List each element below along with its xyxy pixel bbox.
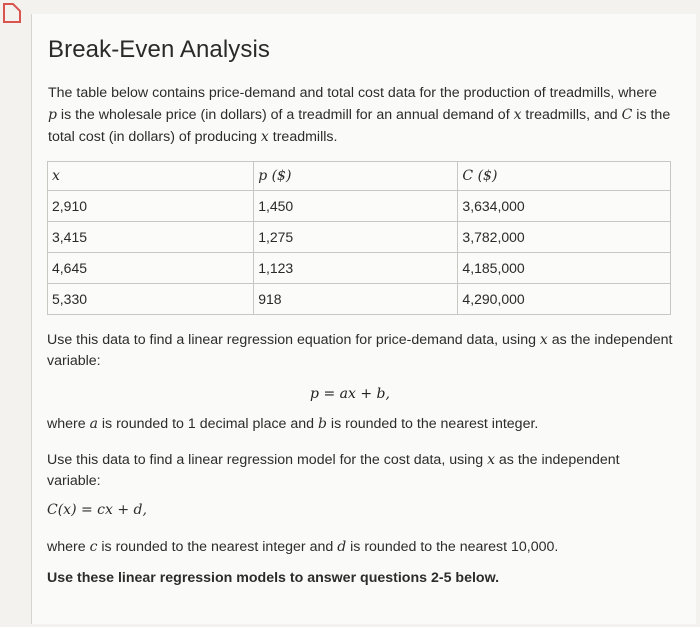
para3-line-2: variable: [47,473,101,489]
header-x: x [48,162,254,191]
cell-price: 1,450 [254,191,458,222]
intro-line-2 [48,104,688,126]
para-text: Use this data to find a linear regression model for the cost data, using [47,452,488,468]
var-a: a [89,416,98,432]
para1-line-1 [47,330,687,351]
cell-cost: 4,185,000 [458,253,671,284]
para3-line-1 [47,450,687,471]
table-row [48,222,671,253]
document-icon [2,2,22,24]
cell-price: 918 [254,284,458,315]
price-demand-equation: p = ax + b, [310,386,390,402]
para-text: is rounded to the nearest integer. [326,416,539,432]
para-text: where [47,539,90,555]
cell-cost: 3,634,000 [458,191,671,222]
intro-text: is the wholesale price (in dollars) of a treadmill for an annual demand of [56,107,514,123]
var-p: p [48,107,57,123]
var-C: C [621,107,633,123]
intro-text: treadmills, and [521,107,622,123]
cell-x: 5,330 [48,284,254,315]
cell-x: 3,415 [48,222,254,253]
regression-instruction-cost [47,450,687,492]
table-header-row [48,162,671,191]
para-text: as the independent [494,452,620,468]
table-row [48,191,671,222]
para-text: as the independent [547,332,673,348]
closing-instruction: Use these linear regression models to answer questions 2-5 below. [47,570,500,586]
var-x: x [487,452,495,468]
cell-cost: 4,290,000 [458,284,671,315]
intro-line-1: The table below contains price-demand and total cost data for the production of treadmills, where [48,85,657,101]
regression-instruction-price [47,330,687,372]
cell-x: 2,910 [48,191,254,222]
cell-cost: 3,782,000 [458,222,671,253]
table-row [48,284,671,315]
table-row [48,253,671,284]
var-d: d [337,539,347,555]
intro-text: is the [632,107,671,123]
var-x: x [539,332,548,348]
var-b: b [318,416,327,432]
cell-price: 1,123 [254,253,458,284]
var-x: x [260,129,269,145]
para-text: is rounded to the nearest 10,000. [346,539,559,555]
page-title: Break-Even Analysis [48,36,271,63]
header-cost: C ($) [458,162,671,191]
var-x: x [513,107,522,123]
para-text: where [47,416,90,432]
cost-equation: C(x) = cx + d, [47,502,147,518]
data-table [47,161,671,315]
para-text: is rounded to the nearest integer and [97,539,338,555]
cell-x: 4,645 [48,253,254,284]
intro-paragraph [48,82,688,148]
para-text: Use this data to find a linear regression equation for price-demand data, using [47,332,540,348]
var-c: c [89,539,98,555]
intro-text: total cost (in dollars) of producing [48,129,261,145]
rounding-note-price [47,414,687,435]
cell-price: 1,275 [254,222,458,253]
intro-line-3 [48,126,688,148]
para-text: is rounded to 1 decimal place and [97,416,318,432]
para1-line-2: variable: [47,353,101,369]
header-price: p ($) [254,162,458,191]
intro-text: treadmills. [268,129,338,145]
rounding-note-cost [47,537,687,558]
